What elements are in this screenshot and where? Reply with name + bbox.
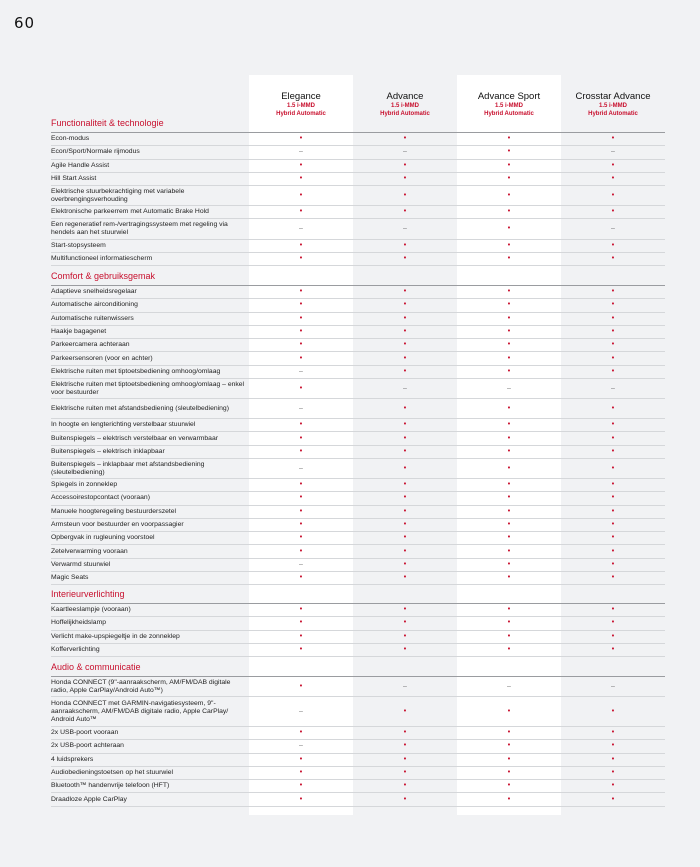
standard-dot-icon: •	[403, 288, 407, 296]
standard-dot-icon: •	[507, 574, 511, 582]
column-engine: 1.5 i-MMD	[494, 103, 523, 109]
standard-dot-icon: •	[403, 481, 407, 489]
standard-dot-icon: •	[507, 175, 511, 183]
standard-dot-icon: •	[299, 328, 303, 336]
standard-dot-icon: •	[507, 135, 511, 143]
feature-label: Elektrische ruiten met tiptoetsbediening omhoog/omlaag – enkel voor bestuurder	[51, 380, 245, 396]
section-title: Functionaliteit & technologie	[51, 118, 164, 128]
standard-dot-icon: •	[299, 447, 303, 455]
table-row	[51, 240, 665, 253]
table-row	[51, 677, 665, 697]
column-transmission: Hybrid Automatic	[380, 111, 430, 117]
table-row	[51, 432, 665, 445]
not-available-dash-icon: –	[403, 148, 407, 156]
not-available-dash-icon: –	[611, 225, 615, 232]
standard-dot-icon: •	[611, 521, 615, 529]
standard-dot-icon: •	[299, 301, 303, 309]
feature-label: Elektrische ruiten met tiptoetsbediening omhoog/omlaag	[51, 367, 221, 375]
table-row	[51, 133, 665, 146]
standard-dot-icon: •	[507, 494, 511, 502]
standard-dot-icon: •	[403, 769, 407, 777]
standard-dot-icon: •	[611, 328, 615, 336]
feature-label: Parkeersensoren (voor en achter)	[51, 354, 153, 362]
standard-dot-icon: •	[403, 632, 407, 640]
column-engine: 1.5 i-MMD	[390, 103, 419, 109]
feature-label: Manuele hoogteregeling bestuurderszetel	[51, 507, 177, 515]
feature-label: Elektrische stuurbekrachtiging met variabele overbrengingsverhouding	[51, 187, 185, 203]
column-transmission: Hybrid Automatic	[588, 111, 638, 117]
section-header	[51, 266, 665, 286]
standard-dot-icon: •	[611, 254, 615, 262]
standard-dot-icon: •	[403, 574, 407, 582]
table-row	[51, 479, 665, 492]
feature-label: 4 luidsprekers	[51, 755, 94, 763]
not-available-dash-icon: –	[299, 707, 303, 715]
standard-dot-icon: •	[403, 795, 407, 803]
standard-dot-icon: •	[299, 434, 303, 442]
standard-dot-icon: •	[507, 646, 511, 654]
feature-label: Hill Start Assist	[51, 175, 97, 183]
standard-dot-icon: •	[507, 534, 511, 542]
standard-dot-icon: •	[611, 464, 615, 472]
standard-dot-icon: •	[403, 208, 407, 216]
table-row	[51, 780, 665, 793]
column-name: Elegance	[281, 91, 321, 102]
standard-dot-icon: •	[507, 795, 511, 803]
table-row	[51, 399, 665, 419]
not-available-dash-icon: –	[611, 148, 615, 156]
standard-dot-icon: •	[299, 135, 303, 143]
standard-dot-icon: •	[299, 314, 303, 322]
standard-dot-icon: •	[611, 208, 615, 216]
standard-dot-icon: •	[299, 384, 303, 392]
standard-dot-icon: •	[611, 547, 615, 555]
standard-dot-icon: •	[403, 606, 407, 614]
standard-dot-icon: •	[611, 341, 615, 349]
standard-dot-icon: •	[507, 507, 511, 515]
standard-dot-icon: •	[507, 254, 511, 262]
standard-dot-icon: •	[611, 135, 615, 143]
standard-dot-icon: •	[507, 447, 511, 455]
standard-dot-icon: •	[611, 729, 615, 737]
not-available-dash-icon: –	[403, 682, 407, 690]
standard-dot-icon: •	[507, 560, 511, 568]
standard-dot-icon: •	[403, 729, 407, 737]
table-row	[51, 326, 665, 339]
section-title: Comfort & gebruiksgemak	[51, 271, 156, 281]
table-row	[51, 313, 665, 326]
standard-dot-icon: •	[611, 354, 615, 362]
standard-dot-icon: •	[507, 404, 511, 412]
table-row	[51, 794, 665, 807]
standard-dot-icon: •	[507, 148, 511, 156]
standard-dot-icon: •	[403, 534, 407, 542]
standard-dot-icon: •	[507, 225, 511, 232]
standard-dot-icon: •	[611, 301, 615, 309]
table-row	[51, 286, 665, 299]
standard-dot-icon: •	[611, 434, 615, 442]
standard-dot-icon: •	[611, 367, 615, 375]
standard-dot-icon: •	[611, 619, 615, 627]
feature-label: In hoogte en lengterichting verstelbaar stuurwiel	[51, 421, 196, 429]
not-available-dash-icon: –	[507, 682, 511, 690]
standard-dot-icon: •	[611, 421, 615, 429]
standard-dot-icon: •	[299, 534, 303, 542]
standard-dot-icon: •	[611, 707, 615, 715]
standard-dot-icon: •	[611, 191, 615, 199]
table-row	[51, 160, 665, 173]
standard-dot-icon: •	[611, 481, 615, 489]
not-available-dash-icon: –	[611, 384, 615, 392]
feature-label: Buitenspiegels – elektrisch verstelbaar en verwarmbaar	[51, 434, 218, 442]
not-available-dash-icon: –	[403, 225, 407, 232]
feature-label: Armsteun voor bestuurder en voorpassagier	[51, 521, 184, 529]
standard-dot-icon: •	[299, 481, 303, 489]
feature-label: 2x USB-poort achteraan	[51, 742, 124, 750]
standard-dot-icon: •	[299, 175, 303, 183]
standard-dot-icon: •	[403, 367, 407, 375]
page-number: 60	[14, 14, 36, 32]
standard-dot-icon: •	[299, 632, 303, 640]
feature-label: Bluetooth™ handenvrije telefoon (HFT)	[51, 782, 170, 790]
standard-dot-icon: •	[507, 434, 511, 442]
standard-dot-icon: •	[611, 288, 615, 296]
section-header	[51, 113, 665, 133]
table-row	[51, 532, 665, 545]
standard-dot-icon: •	[507, 481, 511, 489]
standard-dot-icon: •	[403, 560, 407, 568]
standard-dot-icon: •	[507, 161, 511, 169]
standard-dot-icon: •	[611, 632, 615, 640]
standard-dot-icon: •	[403, 191, 407, 199]
table-row	[51, 754, 665, 767]
standard-dot-icon: •	[611, 560, 615, 568]
table-row	[51, 220, 665, 240]
standard-dot-icon: •	[299, 574, 303, 582]
standard-dot-icon: •	[403, 341, 407, 349]
standard-dot-icon: •	[507, 619, 511, 627]
standard-dot-icon: •	[611, 175, 615, 183]
standard-dot-icon: •	[403, 254, 407, 262]
section-title: Audio & communicatie	[51, 662, 141, 672]
not-available-dash-icon: –	[611, 682, 615, 690]
standard-dot-icon: •	[611, 534, 615, 542]
table-row	[51, 299, 665, 312]
table-row	[51, 186, 665, 206]
standard-dot-icon: •	[403, 707, 407, 715]
table-row	[51, 339, 665, 352]
standard-dot-icon: •	[507, 421, 511, 429]
standard-dot-icon: •	[299, 729, 303, 737]
column-name: Advance Sport	[477, 91, 541, 102]
feature-label: Multifunctioneel informatiescherm	[51, 254, 153, 262]
column-transmission: Hybrid Automatic	[276, 111, 326, 117]
standard-dot-icon: •	[403, 507, 407, 515]
standard-dot-icon: •	[299, 507, 303, 515]
feature-label: Kofferverlichting	[51, 646, 100, 654]
not-available-dash-icon: –	[403, 384, 407, 392]
section-header	[51, 657, 665, 677]
feature-label: Automatische ruitenwissers	[51, 314, 134, 322]
table-row	[51, 604, 665, 617]
standard-dot-icon: •	[403, 742, 407, 750]
feature-label: Haakje bagagenet	[51, 328, 107, 336]
feature-label: 2x USB-poort vooraan	[51, 729, 119, 737]
standard-dot-icon: •	[507, 742, 511, 750]
feature-label: Opbergvak in rugleuning voorstoel	[51, 534, 155, 542]
standard-dot-icon: •	[507, 547, 511, 555]
standard-dot-icon: •	[403, 547, 407, 555]
feature-label: Hoffelijkheidslamp	[51, 619, 107, 627]
table-row	[51, 173, 665, 186]
standard-dot-icon: •	[299, 769, 303, 777]
not-available-dash-icon: –	[299, 464, 303, 472]
table-row	[51, 767, 665, 780]
standard-dot-icon: •	[507, 314, 511, 322]
standard-dot-icon: •	[299, 494, 303, 502]
feature-label: Agile Handle Assist	[51, 161, 110, 169]
standard-dot-icon: •	[403, 328, 407, 336]
table-row	[51, 459, 665, 479]
feature-label: Audiobedieningstoetsen op het stuurwiel	[51, 769, 174, 777]
column-engine: 1.5 i-MMD	[286, 103, 315, 109]
standard-dot-icon: •	[611, 447, 615, 455]
standard-dot-icon: •	[403, 421, 407, 429]
standard-dot-icon: •	[507, 354, 511, 362]
standard-dot-icon: •	[299, 354, 303, 362]
table-row	[51, 644, 665, 657]
standard-dot-icon: •	[507, 328, 511, 336]
standard-dot-icon: •	[403, 434, 407, 442]
standard-dot-icon: •	[299, 341, 303, 349]
not-available-dash-icon: –	[507, 384, 511, 392]
feature-label: Verlicht make-upspiegeltje in de zonneklep	[51, 632, 180, 640]
table-row	[51, 492, 665, 505]
standard-dot-icon: •	[611, 742, 615, 750]
standard-dot-icon: •	[299, 619, 303, 627]
feature-label: Kaartleeslampje (vooraan)	[51, 606, 131, 614]
table-row	[51, 559, 665, 572]
standard-dot-icon: •	[299, 606, 303, 614]
standard-dot-icon: •	[299, 782, 303, 790]
standard-dot-icon: •	[611, 795, 615, 803]
standard-dot-icon: •	[403, 404, 407, 412]
feature-label: Elektrische ruiten met afstandsbediening (sleutelbediening)	[51, 404, 229, 412]
standard-dot-icon: •	[299, 547, 303, 555]
standard-dot-icon: •	[403, 135, 407, 143]
column-engine: 1.5 i-MMD	[598, 103, 627, 109]
table-row	[51, 617, 665, 630]
standard-dot-icon: •	[403, 175, 407, 183]
standard-dot-icon: •	[507, 707, 511, 715]
column-name: Advance	[386, 91, 424, 102]
standard-dot-icon: •	[611, 769, 615, 777]
standard-dot-icon: •	[299, 241, 303, 249]
table-row	[51, 631, 665, 644]
standard-dot-icon: •	[611, 494, 615, 502]
standard-dot-icon: •	[507, 208, 511, 216]
standard-dot-icon: •	[611, 606, 615, 614]
feature-label: Buitenspiegels – inklapbaar met afstandsbediening (sleutelbediening)	[51, 460, 205, 476]
standard-dot-icon: •	[507, 241, 511, 249]
table-row	[51, 727, 665, 740]
not-available-dash-icon: –	[299, 742, 303, 750]
not-available-dash-icon: –	[299, 225, 303, 232]
not-available-dash-icon: –	[299, 560, 303, 568]
standard-dot-icon: •	[507, 367, 511, 375]
standard-dot-icon: •	[299, 254, 303, 262]
feature-label: Adaptieve snelheidsregelaar	[51, 288, 137, 296]
standard-dot-icon: •	[507, 769, 511, 777]
not-available-dash-icon: –	[299, 404, 303, 412]
feature-label: Magic Seats	[51, 574, 89, 582]
feature-label: Econ-modus	[51, 135, 90, 143]
standard-dot-icon: •	[507, 606, 511, 614]
standard-dot-icon: •	[611, 404, 615, 412]
standard-dot-icon: •	[403, 241, 407, 249]
standard-dot-icon: •	[299, 191, 303, 199]
standard-dot-icon: •	[403, 447, 407, 455]
standard-dot-icon: •	[611, 755, 615, 763]
table-row	[51, 206, 665, 219]
feature-label: Honda CONNECT met GARMIN-navigatiesysteem, 9"-aanraakscherm, AM/FM/DAB digitale radio, Apple CarPlay/ Android Auto™	[51, 699, 229, 723]
feature-label: Een regeneratief rem-/vertragingssysteem met regeling via hendels aan het stuurwiel	[51, 221, 228, 236]
standard-dot-icon: •	[611, 241, 615, 249]
standard-dot-icon: •	[507, 191, 511, 199]
feature-label: Elektronische parkeerrem met Automatic Brake Hold	[51, 208, 209, 216]
feature-label: Verwarmd stuurwiel	[51, 560, 111, 568]
standard-dot-icon: •	[611, 782, 615, 790]
standard-dot-icon: •	[299, 755, 303, 763]
standard-dot-icon: •	[403, 161, 407, 169]
standard-dot-icon: •	[403, 782, 407, 790]
standard-dot-icon: •	[403, 494, 407, 502]
standard-dot-icon: •	[299, 682, 303, 690]
table-row	[51, 353, 665, 366]
table-row	[51, 446, 665, 459]
standard-dot-icon: •	[403, 619, 407, 627]
feature-label: Honda CONNECT (9"-aanraakscherm, AM/FM/DAB digitale radio, Apple CarPlay/Android Auto™)	[51, 678, 231, 694]
not-available-dash-icon: –	[299, 148, 303, 156]
table-row	[51, 519, 665, 532]
section-header	[51, 584, 665, 604]
standard-dot-icon: •	[299, 421, 303, 429]
standard-dot-icon: •	[403, 354, 407, 362]
column-transmission: Hybrid Automatic	[484, 111, 534, 117]
column-name: Crosstar Advance	[575, 91, 651, 102]
standard-dot-icon: •	[507, 521, 511, 529]
feature-label: Start-stopsysteem	[51, 241, 106, 249]
standard-dot-icon: •	[299, 208, 303, 216]
standard-dot-icon: •	[299, 288, 303, 296]
standard-dot-icon: •	[507, 755, 511, 763]
standard-dot-icon: •	[299, 161, 303, 169]
standard-dot-icon: •	[507, 301, 511, 309]
feature-label: Accessoirestopcontact (vooraan)	[51, 494, 150, 502]
standard-dot-icon: •	[403, 755, 407, 763]
standard-dot-icon: •	[299, 521, 303, 529]
table-row	[51, 506, 665, 519]
feature-label: Buitenspiegels – elektrisch inklapbaar	[51, 447, 165, 455]
standard-dot-icon: •	[403, 464, 407, 472]
table-row	[51, 146, 665, 159]
standard-dot-icon: •	[507, 288, 511, 296]
standard-dot-icon: •	[403, 314, 407, 322]
feature-label: Draadloze Apple CarPlay	[51, 795, 127, 803]
section-title: Interieurverlichting	[51, 589, 125, 599]
standard-dot-icon: •	[299, 795, 303, 803]
standard-dot-icon: •	[507, 782, 511, 790]
standard-dot-icon: •	[507, 632, 511, 640]
standard-dot-icon: •	[611, 507, 615, 515]
table-row	[51, 253, 665, 266]
table-row	[51, 546, 665, 559]
standard-dot-icon: •	[507, 341, 511, 349]
table-row	[51, 697, 665, 727]
table-row	[51, 379, 665, 399]
standard-dot-icon: •	[611, 574, 615, 582]
feature-label: Parkeercamera achteraan	[51, 341, 130, 349]
table-row	[51, 366, 665, 379]
standard-dot-icon: •	[507, 729, 511, 737]
standard-dot-icon: •	[299, 646, 303, 654]
standard-dot-icon: •	[611, 314, 615, 322]
standard-dot-icon: •	[507, 464, 511, 472]
standard-dot-icon: •	[403, 646, 407, 654]
feature-label: Zetelverwarming vooraan	[51, 547, 128, 555]
feature-label: Spiegels in zonneklep	[51, 481, 118, 489]
standard-dot-icon: •	[403, 301, 407, 309]
table-row	[51, 740, 665, 753]
table-row	[51, 419, 665, 432]
feature-label: Automatische airconditioning	[51, 301, 138, 309]
not-available-dash-icon: –	[299, 367, 303, 375]
standard-dot-icon: •	[403, 521, 407, 529]
standard-dot-icon: •	[611, 161, 615, 169]
standard-dot-icon: •	[611, 646, 615, 654]
feature-label: Econ/Sport/Normale rijmodus	[51, 148, 140, 156]
